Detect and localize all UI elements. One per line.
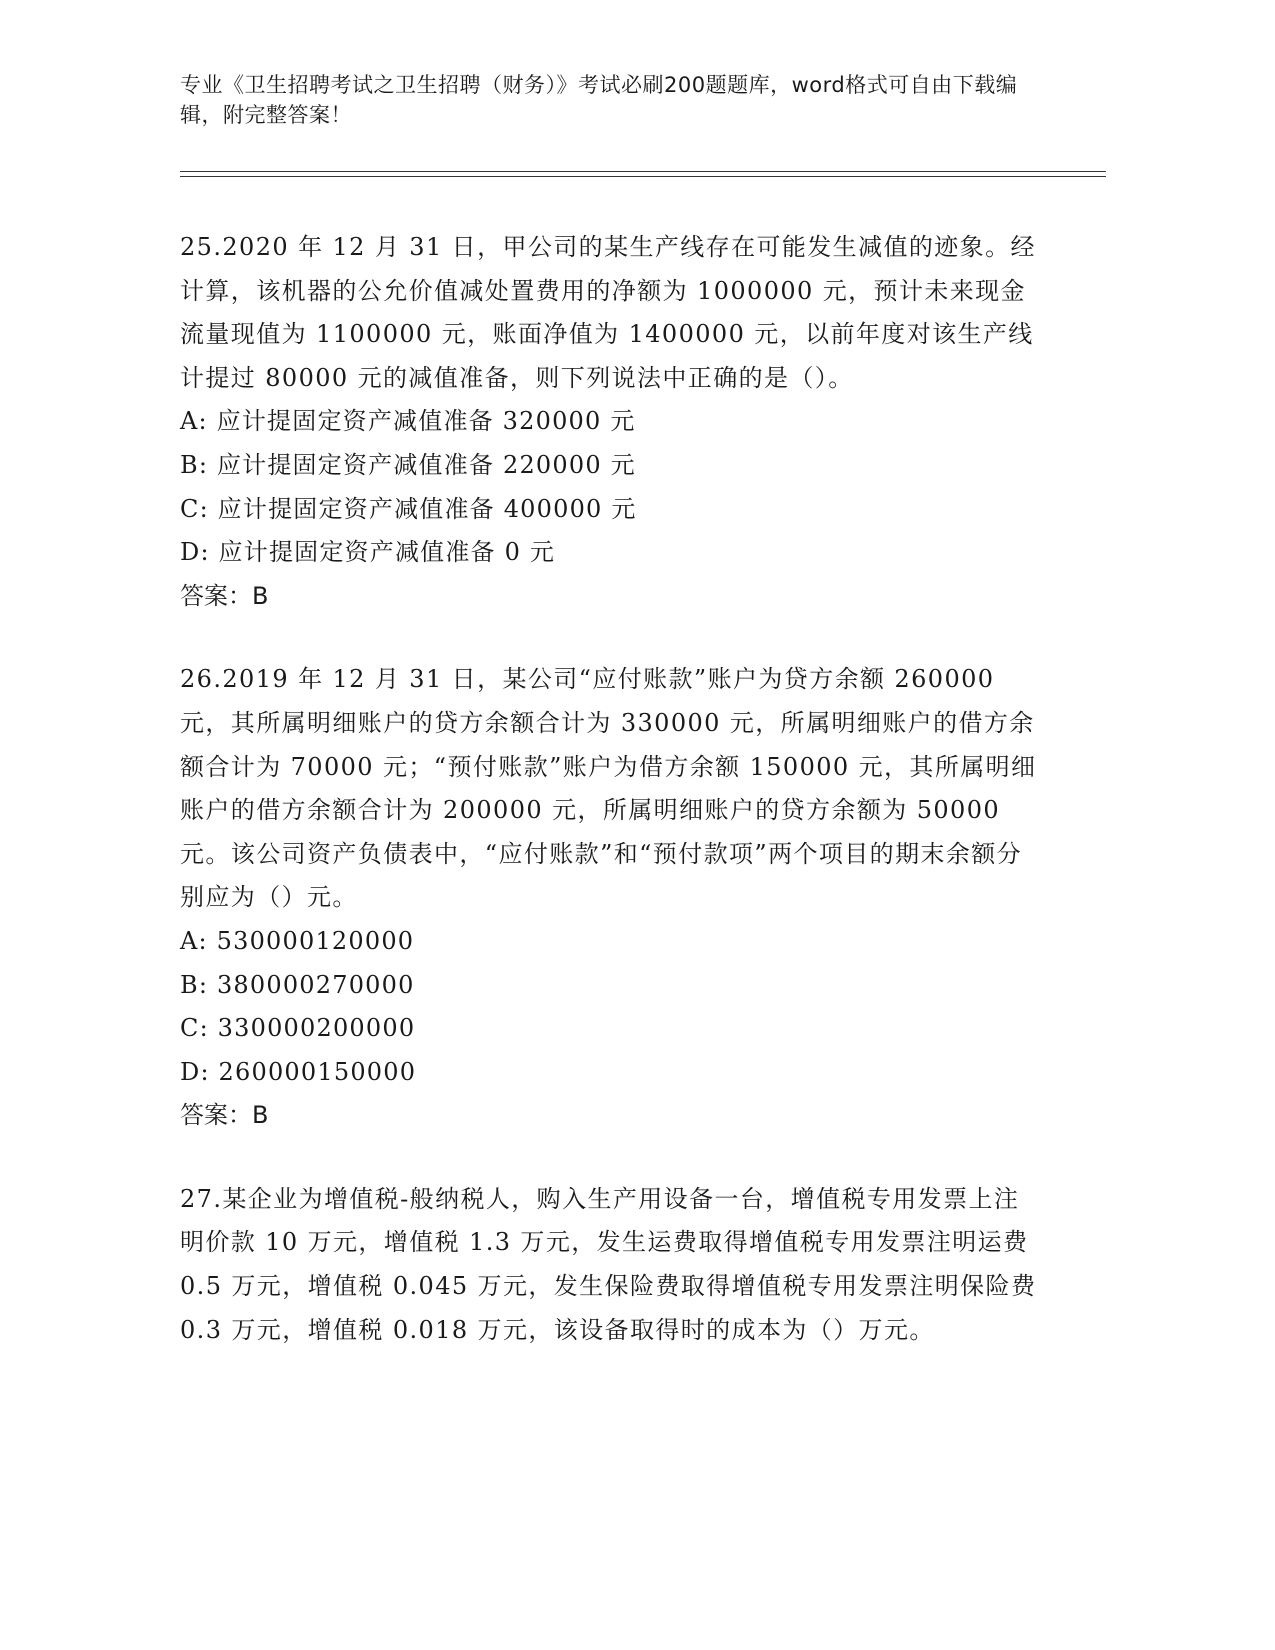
question-text: 25.2020 年 12 月 31 日，甲公司的某生产线存在可能发生减值的迹象。经计算，该机器的公允价值减处置费用的净额为 1000000 元，预计未来现金流量现值为 1100000 元，账面净值为 1400000 元，以前年度对该生产线计提过 80000 元的减值准备，则下列说法中正确的是（）。 [180,233,1036,392]
answer-line: 答案：B [180,1101,269,1130]
option-d: D: 应计提固定资产减值准备 0 元 [180,538,556,567]
option-a: A: 530000120000 [180,926,415,955]
header-divider [180,171,1106,172]
option-a: A: 应计提固定资产减值准备 320000 元 [180,407,636,436]
question-text: 27.某企业为增值税-般纳税人，购入生产用设备一台，增值税专用发票上注明价款 10 万元，增值税 1.3 万元，发生运费取得增值税专用发票注明运费 0.5 万元，增值税 0.045 万元，发生保险费取得增值税专用发票注明保险费 0.3 万元，增值税 0.018 万元，该设备取得时的成本为（）万元。 [180,1184,1037,1344]
option-c: C: 330000200000 [180,1014,416,1043]
answer-line: 答案：B [180,581,269,610]
option-d: D: 260000150000 [180,1057,417,1086]
question-26 [180,658,1040,1138]
option-b: B: 应计提固定资产减值准备 220000 元 [180,450,636,479]
page-header: 专业《卫生招聘考试之卫生招聘（财务）》考试必刷200题题库，word格式可自由下载编辑，附完整答案！ [180,73,1018,127]
question-27 [180,1178,1040,1352]
option-b: B: 380000270000 [180,970,415,999]
question-text: 26.2019 年 12 月 31 日，某公司“应付账款”账户为贷方余额 260000 元，其所属明细账户的贷方余额合计为 330000 元，所属明细账户的借方余额合计为 70000 元；“预付账款”账户为借方余额 150000 元，其所属明细账户的借方余额合计为 200000 元，所属明细账户的贷方余额为 50000 元。该公司资产负债表中，“应付账款”和“预付款项”两个项目的期末余额分别应为（）元。 [180,665,1037,912]
question-25 [180,226,1040,618]
header-divider-second [180,176,1106,177]
question-list [180,226,1040,1392]
option-c: C: 应计提固定资产减值准备 400000 元 [180,494,637,523]
